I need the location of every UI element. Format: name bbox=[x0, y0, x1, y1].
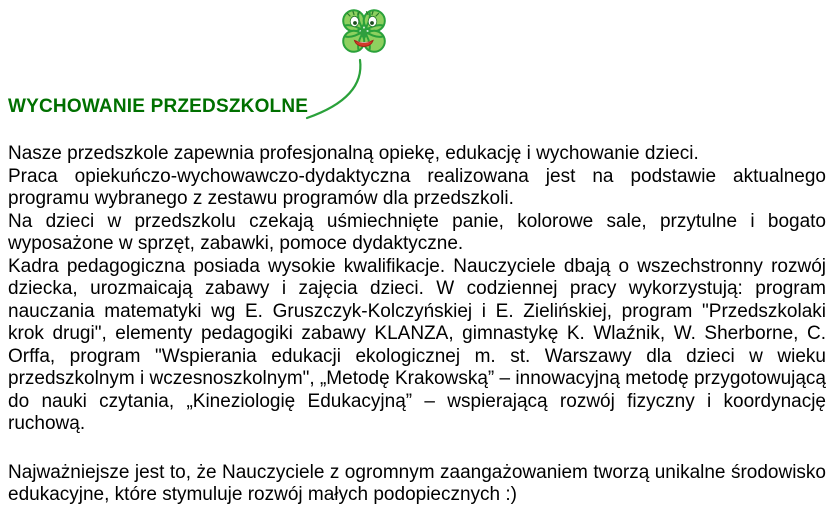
page-title: WYCHOWANIE PRZEDSZKOLNE bbox=[8, 96, 309, 117]
paragraph-intro: Nasze przedszkole zapewnia profesjonalną opiekę, edukację i wychowanie dzieci. bbox=[8, 143, 699, 164]
document-body bbox=[8, 143, 826, 507]
paragraph-staff: Kadra pedagogiczna posiada wysokie kwalifikacje. Nauczyciele dbają o wszechstronny rozwój dziecka, urozmaicają zabawy i zajęcia dzieci. W codziennej pracy wykorzystują: program nauczania matematyki wg E. Gruszczyk-Kolczyńskiej i E. Zielińskiej, program "Przedszkolaki krok drugi", elementy pedagogiki zabawy KLANZA, gimnastykę K. Wlaźnik, W. Sherborne, C. Orffa, program "Wspierania edukacji ekologicznej m. st. Warszawy dla dzieci w wieku przedszkolnym i wczesnoszkolnym", „Metodę Krakowską” – innowacyjną metodę przygotowującą do nauki czytania, „Kineziologię Edukacyjną” – wspierającą rozwój fizyczny i koordynację ruchową. bbox=[8, 255, 826, 434]
document-header bbox=[0, 0, 832, 140]
clover-stem bbox=[307, 60, 360, 118]
paragraph-program: Praca opiekuńczo-wychowawczo-dydaktyczna realizowana jest na podstawie aktualnego programu wybranego z zestawu programów dla przedszkoli. bbox=[8, 165, 826, 209]
smiling-clover-icon bbox=[296, 0, 408, 122]
paragraph-facilities: Na dzieci w przedszkolu czekają uśmiechnięte panie, kolorowe sale, przytulne i bogato wyposażone w sprzęt, zabawki, pomoce dydaktyczne. bbox=[8, 210, 826, 254]
paragraph-closing: Najważniejsze jest to, że Nauczyciele z ogromnym zaangażowaniem tworzą unikalne środowisko edukacyjne, które stymuluje rozwój małych podopiecznych :) bbox=[8, 461, 826, 505]
